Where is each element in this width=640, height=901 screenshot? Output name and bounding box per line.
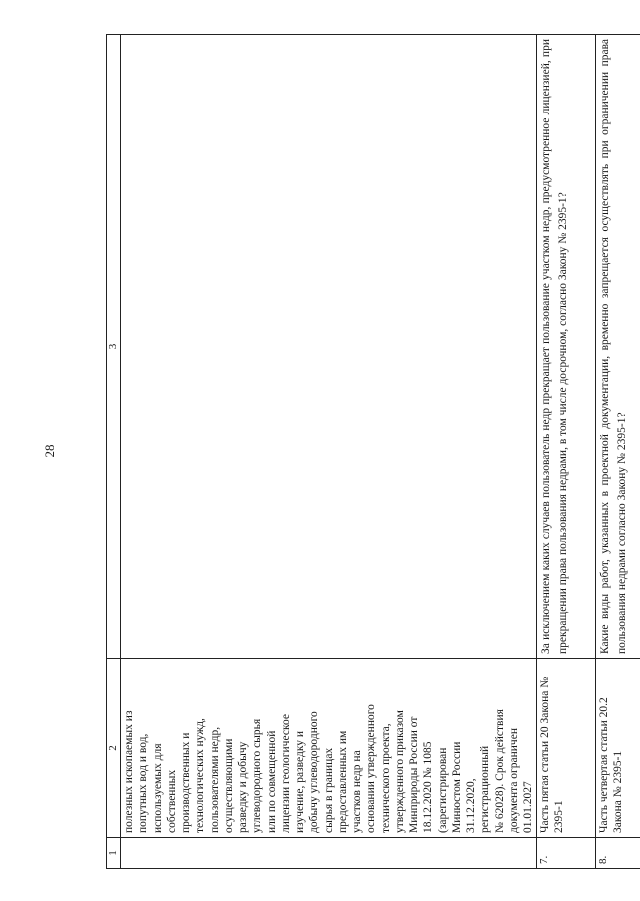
reference-cell: Часть четвертая статьи 20.2 Закона № 2395-1 [596,659,640,838]
header-col-1: 1 [107,838,121,869]
reference-line: разведку и добычу [237,741,249,833]
reference-line: предоставленных им [336,730,349,833]
reference-line: используемых для [151,743,164,833]
reference-line: 01.01.2027 [522,781,534,833]
reference-line: 31.12.2020, [465,778,477,833]
reference-line: технического проекта, [379,723,392,833]
reference-cell: Часть пятая статьи 20 Закона № 2395-1 [537,659,596,838]
reference-line: сырья в границах [322,747,335,833]
reference-line: № 62028). Срок действия [493,709,506,833]
reference-line: Минприроды России от [408,716,420,833]
reference-line: производственных и [180,732,192,833]
reference-line: попутных вод и вод, [137,733,150,833]
reference-line: лицензии геологическое [279,714,292,833]
reference-line: полезных ископаемых из [123,710,135,833]
reference-line: углеводородного сырья [251,718,264,833]
header-col-2: 2 [107,659,121,838]
reference-line: технологических нужд, [194,718,207,833]
row-number-cell [121,838,537,869]
reference-line: собственных [165,769,178,833]
table-row [537,35,596,869]
reference-cell-continuation [121,659,537,838]
reference-line: Минюстом России [450,741,463,833]
question-cell-continuation [121,35,537,659]
reference-line: утвержденного приказом [393,710,406,833]
table-row [596,35,640,869]
row-number-cell: 7. [537,838,596,869]
reference-line: участков недр на [351,750,363,833]
reference-line: изучение, разведку и [294,730,306,833]
reference-line: регистрационный [479,745,492,833]
table-header-row [107,35,121,869]
reference-line: осуществляющими [222,738,235,833]
table-row-continuation [121,35,537,869]
reference-line: добычу углеводородного [308,711,321,833]
row-number-cell: 8. [596,838,640,869]
reference-line: пользователями недр, [208,726,221,833]
reference-line: или по совмещенной [265,730,278,833]
reference-line: 18.12.2020 № 1085 [422,741,435,833]
reference-line: основании утвержденного [365,704,378,833]
question-cell: За исключением каких случаев пользователь недр прекращает пользование участком недр, предусмотренное лицензией, при прекращении права пользования недрами, в том числе досрочном, согласно Закону № 2395-1? [537,35,596,659]
reference-line: документа ограничен [507,728,520,833]
page-number: 28 [42,444,57,458]
header-col-3: 3 [107,35,121,659]
requirements-table [106,34,640,869]
question-cell: Какие виды работ, указанных в проектной документации, временно запрещается осуществлять при ограничении права пользования недрами согласно Закону № 2395-1? [596,35,640,659]
rotated-table-container [106,34,628,869]
reference-line: (зарегистрирован [436,747,449,833]
